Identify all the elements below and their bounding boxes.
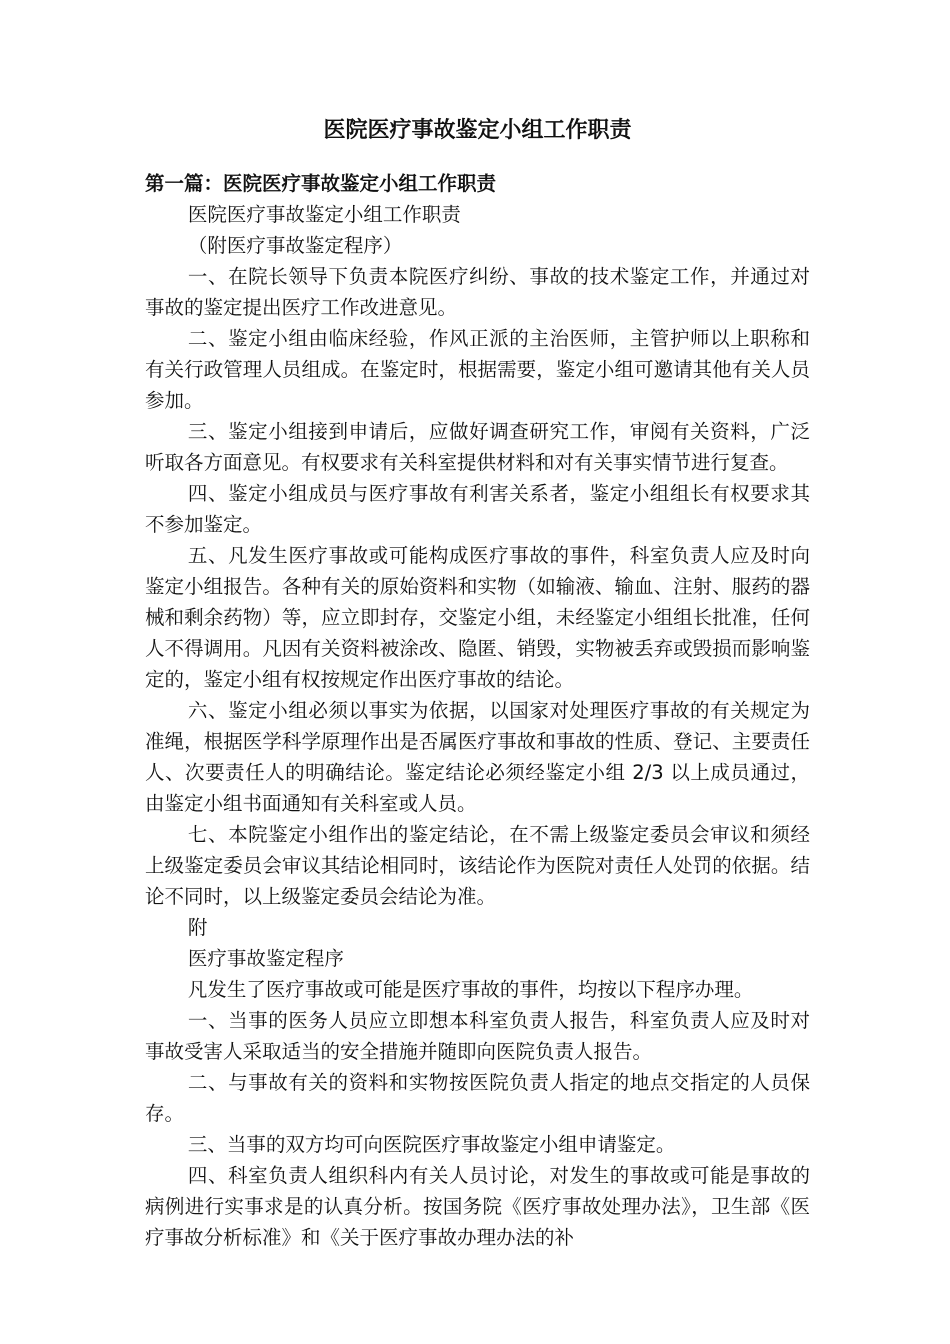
paragraph: 五、凡发生医疗事故或可能构成医疗事故的事件，科室负责人应及时向鉴定小组报告。各种有关的原始资料和实物（如输液、输血、注射、服药的器械和剩余药物）等，应立即封存，交鉴定小组，未经鉴定小组组长批准，任何人不得调用。凡因有关资料被涂改、隐匿、销毁，实物被丢弃或毁损而影响鉴定的，鉴定小组有权按规定作出医疗事故的结论。 (145, 544, 810, 691)
paragraph: 二、鉴定小组由临床经验，作风正派的主治医师，主管护师以上职称和有关行政管理人员组成。在鉴定时，根据需要，鉴定小组可邀请其他有关人员参加。 (145, 327, 810, 412)
paragraph: 一、当事的医务人员应立即想本科室负责人报告，科室负责人应及时对事故受害人采取适当的安全措施并随即向医院负责人报告。 (145, 1009, 810, 1063)
paragraph: 三、鉴定小组接到申请后，应做好调查研究工作，审阅有关资料，广泛听取各方面意见。有权要求有关科室提供材料和对有关事实情节进行复查。 (145, 420, 810, 474)
document-title: 医院医疗事故鉴定小组工作职责 (323, 118, 632, 143)
paragraph: 七、本院鉴定小组作出的鉴定结论，在不需上级鉴定委员会审议和须经上级鉴定委员会审议其结论相同时，该结论作为医院对责任人处罚的依据。结论不同时，以上级鉴定委员会结论为准。 (145, 823, 810, 908)
paragraph: 医疗事故鉴定程序 (187, 947, 344, 970)
paragraph: 三、当事的双方均可向医院医疗事故鉴定小组申请鉴定。 (187, 1133, 676, 1156)
paragraph: （附医疗事故鉴定程序） (187, 234, 403, 257)
paragraph: 凡发生了医疗事故或可能是医疗事故的事件，均按以下程序办理。 (187, 978, 754, 1001)
paragraph-list (145, 199, 810, 1253)
paragraph: 四、鉴定小组成员与医疗事故有利害关系者，鉴定小组组长有权要求其不参加鉴定。 (145, 482, 810, 536)
paragraph: 四、科室负责人组织科内有关人员讨论，对发生的事故或可能是事故的病例进行实事求是的认真分析。按国务院《医疗事故处理办法》，卫生部《医疗事故分析标准》和《关于医疗事故办理办法的补 (145, 1164, 810, 1249)
document-body (145, 114, 810, 1253)
paragraph: 六、鉴定小组必须以事实为依据，以国家对处理医疗事故的有关规定为准绳，根据医学科学原理作出是否属医疗事故和事故的性质、登记、主要责任人、次要责任人的明确结论。鉴定结论必须经鉴定小组 2/3 以上成员通过，由鉴定小组书面通知有关科室或人员。 (145, 699, 810, 815)
paragraph: 医院医疗事故鉴定小组工作职责 (187, 203, 461, 226)
paragraph: 二、与事故有关的资料和实物按医院负责人指定的地点交指定的人员保存。 (145, 1071, 810, 1125)
paragraph: 附 (187, 916, 208, 939)
paragraph: 一、在院长领导下负责本院医疗纠纷、事故的技术鉴定工作，并通过对事故的鉴定提出医疗工作改进意见。 (145, 265, 810, 319)
section-heading: 第一篇：医院医疗事故鉴定小组工作职责 (145, 172, 497, 195)
